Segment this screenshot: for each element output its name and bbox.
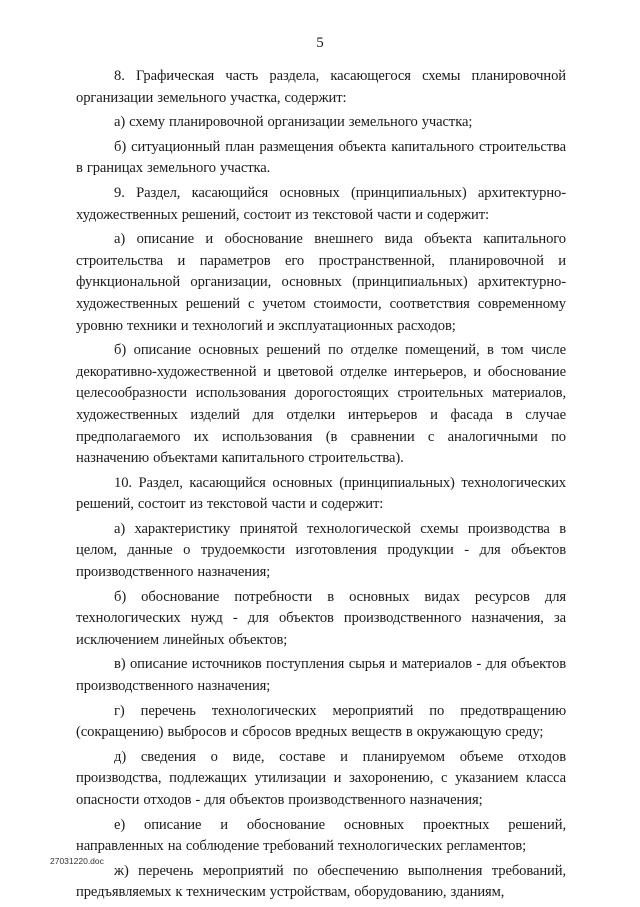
paragraph-section-10: 10. Раздел, касающийся основных (принципиальных) технологических решений, состоит из текстовой части и содержит:	[76, 474, 566, 513]
list-item-10g: г) перечень технологических мероприятий по предотвращению (сокращению) выбросов и сбросов вредных веществ в окружающую среду;	[76, 702, 566, 741]
list-item-9a: а) описание и обоснование внешнего вида объекта капитального строительства и параметров его пространственной, планировочной и функциональной организации, основных (принципиальных) архитектурно-художественных решений с учетом стоимости, соответствия современному уровню техники и технологий и эксплуатационных расходов;	[76, 231, 566, 334]
list-item-9b: б) описание основных решений по отделке помещений, в том числе декоративно-художественной и цветовой отделке интерьеров, и обоснование целесообразности использования дорогостоящих строительных материалов, художественных изделий для отделки интерьеров и фасада в случае предполагаемого их использования (в сравнении с аналогичными по назначению объектами капитального строительства).	[76, 342, 566, 467]
list-item-8b: б) ситуационный план размещения объекта капитального строительства в границах земельного участка.	[76, 138, 566, 177]
list-item-10b: б) обоснование потребности в основных видах ресурсов для технологических нужд - для объектов производственного назначения, за исключением линейных объектов;	[76, 588, 566, 648]
footer-file-reference: 27031220.doc	[50, 856, 104, 866]
document-body	[76, 66, 566, 907]
list-item-10v: в) описание источников поступления сырья и материалов - для объектов производственного назначения;	[76, 656, 566, 695]
list-item-10a: а) характеристику принятой технологической схемы производства в целом, данные о трудоемкости изготовления продукции - для объектов производственного назначения;	[76, 520, 566, 581]
paragraph-section-8: 8. Графическая часть раздела, касающегося схемы планировочной организации земельного участка, содержит:	[76, 68, 566, 106]
list-item-8a: а) схему планировочной организации земельного участка;	[114, 114, 473, 131]
page-number: 5	[316, 35, 324, 51]
paragraph-section-9: 9. Раздел, касающийся основных (принципиальных) архитектурно-художественных решений, состоит из текстовой части и содержит:	[76, 184, 566, 223]
list-item-10zh: ж) перечень мероприятий по обеспечению выполнения требований, предъявляемых к техническим устройствам, оборудованию, зданиям,	[76, 862, 566, 901]
list-item-10d: д) сведения о виде, составе и планируемом объеме отходов производства, подлежащих утилизации и захоронению, с указанием класса опасности отходов - для объектов производственного назначения;	[76, 748, 566, 808]
list-item-10e: е) описание и обоснование основных проектных решений, направленных на соблюдение требований технологических регламентов;	[76, 816, 566, 855]
